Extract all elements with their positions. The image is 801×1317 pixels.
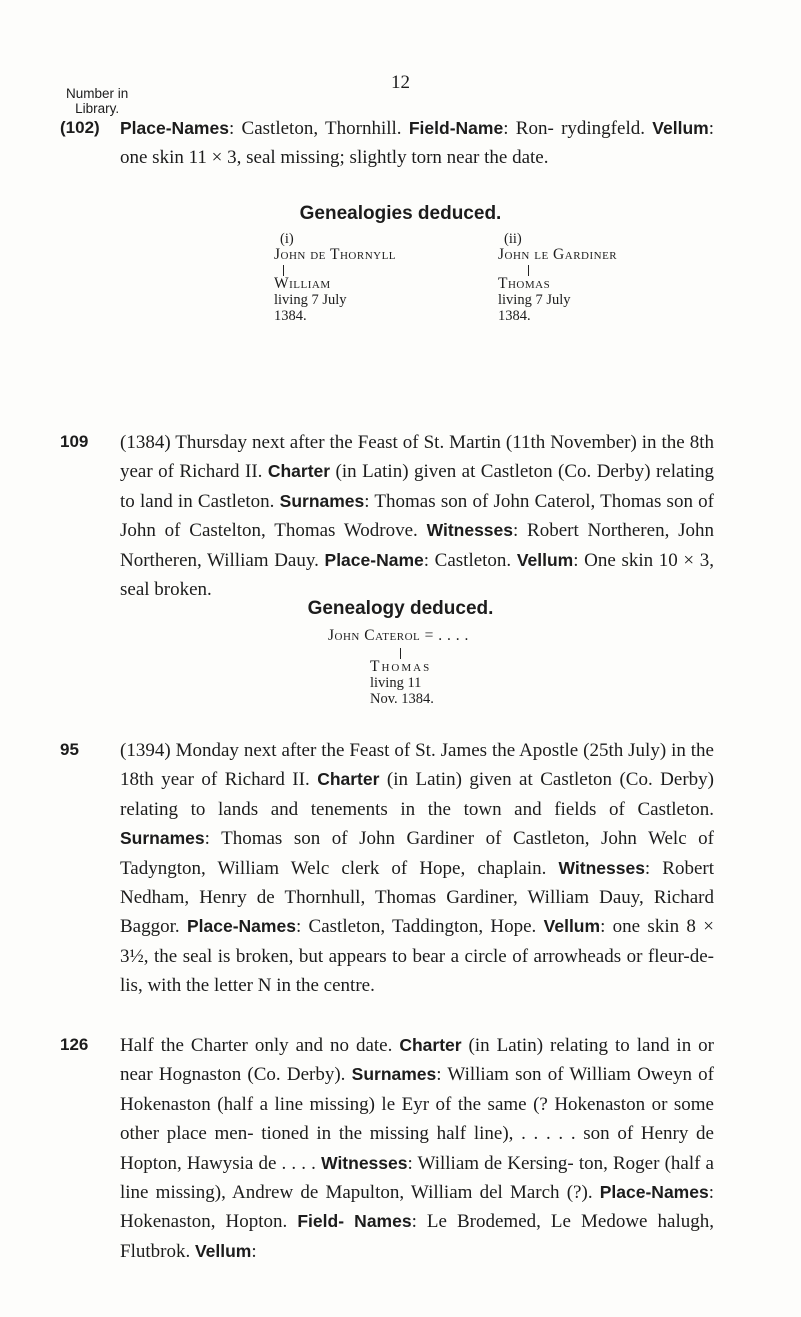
pedigree-index: (i) <box>280 231 294 247</box>
entry-span: (in Latin) relating to land in or near Hognaston (Co. Derby). <box>120 1035 715 1086</box>
margin-header-line-2: Library. <box>75 101 120 116</box>
pedigree-parent: John Caterol = . . . . <box>328 627 469 644</box>
field-label: Place-Names <box>120 118 229 138</box>
entry-span: : Castleton, Thornhill. <box>228 118 409 139</box>
entry-text <box>120 1031 714 1266</box>
field-label: Place-Names <box>186 916 296 937</box>
entry-span: : Robert Nedham, Henry de Thornhull, Thomas Gardiner, William Dauy, Richard Baggor. <box>120 857 714 938</box>
entry-span: Half the Charter only and no date. <box>120 1035 400 1056</box>
entry-number: 95 <box>60 740 79 759</box>
pedigree-child: William <box>274 275 331 292</box>
field-label: Place-Name <box>324 549 424 570</box>
genealogy-heading: Genealogy deduced. <box>307 598 494 619</box>
field-label: Field-Name <box>408 118 504 138</box>
pedigree-note: 1384. <box>274 308 307 324</box>
field-label: Charter <box>317 769 380 790</box>
pedigree-descent <box>370 646 434 707</box>
pedigree-note: Nov. 1384. <box>370 691 434 707</box>
margin-header-line-1: Number in <box>66 86 129 101</box>
pedigree-child: Thomas <box>498 275 551 292</box>
field-label: Surnames <box>120 828 205 849</box>
pedigree-note: living 11 <box>370 675 422 691</box>
pedigree-parent: John de Thornyll <box>274 246 397 263</box>
field-label: Field- Names <box>297 1211 412 1232</box>
entry-span: : Castleton, Taddington, Hope. <box>295 916 544 938</box>
field-label: Witnesses <box>558 857 645 878</box>
entry-span: : Robert Northeren, John Northeren, William Dauy. <box>120 520 714 571</box>
pedigree-parent: John le Gardiner <box>498 246 618 263</box>
entry-span: : Ron- rydingfeld. <box>503 118 653 139</box>
entry-span: : Hokenaston, Hopton. <box>120 1182 714 1233</box>
entry-span: : <box>251 1240 257 1262</box>
field-label: Witnesses <box>321 1152 408 1173</box>
field-label: Vellum <box>543 916 601 937</box>
entry-span: : one skin 11 × 3, seal missing; slightly torn near the date. <box>120 118 714 169</box>
entry-span: (in Latin) given at Castleton (Co. Derby) relating to lands and tenements in the town and fields of Castleton. <box>120 769 714 820</box>
field-label: Surnames <box>351 1064 437 1085</box>
entry-number: 109 <box>60 432 89 451</box>
entry-number: (102) <box>60 118 100 137</box>
pedigree <box>328 628 469 644</box>
entry-span: : Le Brodemed, Le Medowe halugh, Flutbrok. <box>120 1211 714 1262</box>
entry-number: 126 <box>60 1035 89 1054</box>
field-label: Surnames <box>279 490 365 511</box>
pedigree-note: living 7 July <box>274 292 347 308</box>
entry-text <box>120 114 714 173</box>
entry-span: : One skin 10 × 3, seal broken. <box>120 549 714 601</box>
genealogy-heading: Genealogies deduced. <box>299 203 502 224</box>
entry-span: : William son of William Oweyn of Hokenaston (half a line missing) le Eyr of the same (? Hokenaston or some other place men- tioned in the missing half line), . . . . . son of Henry de Hopton, Hawysia de . . . . <box>120 1064 714 1174</box>
page-number: 12 <box>391 72 410 93</box>
field-label: Charter <box>267 461 331 482</box>
pedigree-note: 1384. <box>498 308 531 324</box>
pedigree-note: living 7 July <box>498 292 571 308</box>
field-label: Vellum <box>516 549 574 570</box>
field-label: Witnesses <box>426 520 513 541</box>
pedigree-left <box>274 231 396 324</box>
entry-span: (1384) Thursday next after the Feast of St. Martin (11th November) in the 8th year of Richard II. <box>120 432 714 483</box>
entry-span: : Thomas son of John Caterol, Thomas son of John of Castelton, Thomas Wodrove. <box>120 490 714 542</box>
entry-text <box>120 736 714 1001</box>
field-label: Place-Names <box>599 1182 709 1203</box>
pedigree-right <box>498 231 617 324</box>
pedigree-child: Thomas <box>370 658 432 675</box>
pedigree-index: (ii) <box>504 231 522 247</box>
entry-text <box>120 428 714 604</box>
field-label: Charter <box>399 1035 462 1055</box>
entry-span: : William de Kersing- ton, Roger (half a line missing), Andrew de Mapulton, William del March (?). <box>120 1152 714 1204</box>
field-label: Vellum <box>652 118 709 138</box>
entry-span: (in Latin) given at Castleton (Co. Derby) relating to land in Castleton. <box>120 461 714 512</box>
margin-header <box>66 86 128 116</box>
entry-span: (1394) Monday next after the Feast of St. James the Apostle (25th July) in the 18th year of Richard II. <box>120 740 714 791</box>
field-label: Vellum <box>194 1240 252 1261</box>
entry-span: : one skin 8 × 3½, the seal is broken, but appears to bear a circle of arrowheads or fleur-de-lis, with the letter N in the centre. <box>120 916 714 997</box>
entry-span: : Castleton. <box>423 549 517 571</box>
entry-span: : Thomas son of John Gardiner of Castleton, John Welc of Tadyngton, William Welc clerk of Hope, chaplain. <box>120 828 714 879</box>
